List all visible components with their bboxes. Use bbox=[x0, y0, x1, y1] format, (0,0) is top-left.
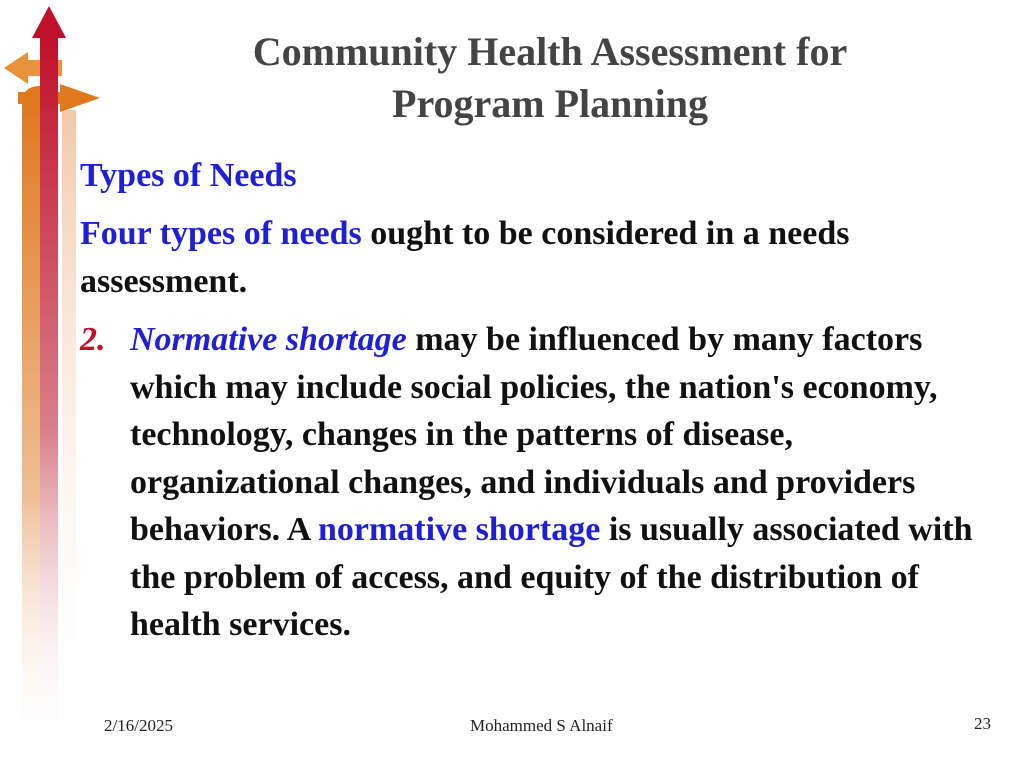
list-item-number: 2. bbox=[80, 321, 106, 358]
footer-author: Mohammed S Alnaif bbox=[470, 716, 613, 735]
term-normative-shortage: Normative shortage bbox=[130, 321, 407, 358]
title-line-1: Community Health Assessment for bbox=[252, 29, 848, 74]
intro-paragraph bbox=[80, 210, 980, 306]
intro-text: ought to be considered in a needs assessment. bbox=[80, 215, 850, 300]
term-normative-shortage-2: normative shortage bbox=[317, 511, 601, 548]
list-item-body bbox=[130, 316, 1000, 649]
intro-highlight: Four types of needs bbox=[80, 215, 362, 252]
item-text-part2: is usually associated with the problem of access, and equity of the distribution of health services. bbox=[130, 511, 973, 643]
page-number: 23 bbox=[974, 714, 991, 733]
footer-date: 2/16/2025 bbox=[104, 716, 173, 735]
title-line-2: Program Planning bbox=[392, 81, 708, 126]
crossroad-arrow-icon bbox=[0, 0, 110, 768]
subheading: Types of Needs bbox=[80, 157, 297, 194]
slide-title bbox=[150, 26, 950, 130]
item-text-part1: may be influenced by many factors which may include social policies, the nation's economy, technology, changes in the patterns of disease, organizational changes, and individuals and providers behaviors. A bbox=[130, 321, 938, 548]
